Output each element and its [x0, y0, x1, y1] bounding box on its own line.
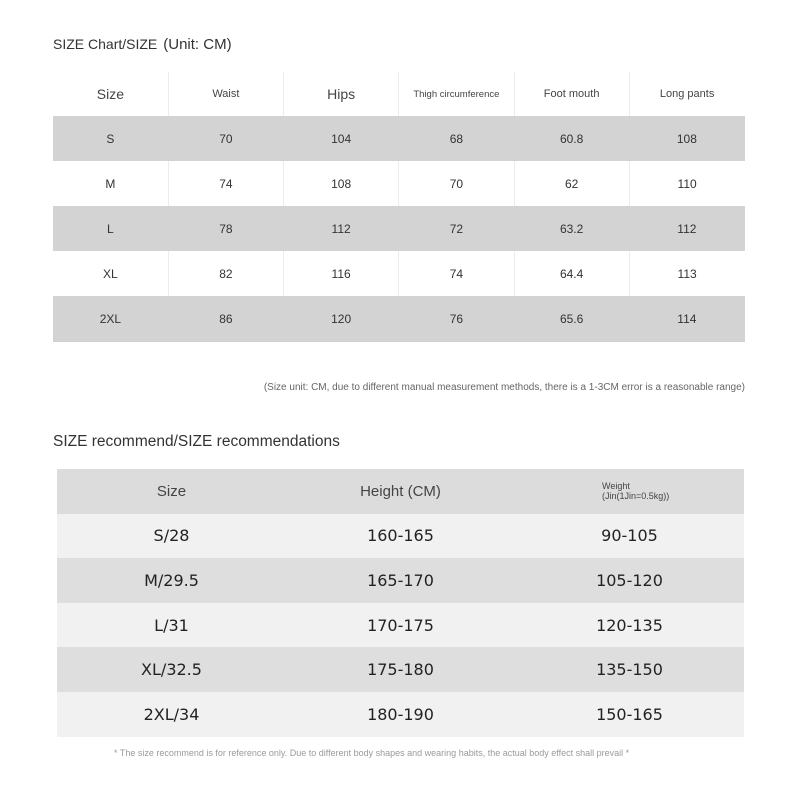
cell-hips: 112	[284, 206, 399, 251]
rec-cell-weight: 135-150	[515, 647, 744, 692]
cell-hips: 120	[284, 296, 399, 342]
header-waist: Waist	[168, 72, 283, 116]
table-row	[57, 514, 744, 559]
header-long-pants: Long pants	[629, 72, 744, 116]
table-row	[53, 161, 745, 206]
table-row	[53, 296, 745, 342]
rec-cell-height: 180-190	[286, 692, 515, 737]
rec-cell-size: S/28	[57, 514, 286, 559]
rec-cell-size: XL/32.5	[57, 647, 286, 692]
cell-size: XL	[53, 251, 168, 296]
rec-header-size: Size	[57, 469, 286, 514]
rec-header-weight-line2: (Jin(1Jin=0.5kg))	[602, 491, 670, 502]
cell-thigh: 68	[399, 116, 514, 161]
size-chart-table	[53, 72, 745, 342]
cell-waist: 70	[168, 116, 283, 161]
rec-cell-size: L/31	[57, 603, 286, 648]
cell-waist: 86	[168, 296, 283, 342]
cell-hips: 108	[284, 161, 399, 206]
cell-size: 2XL	[53, 296, 168, 342]
cell-long-pants: 114	[629, 296, 744, 342]
header-thigh-circumference: Thigh circumference	[399, 72, 514, 116]
size-chart-header-row	[53, 72, 745, 116]
rec-cell-height: 165-170	[286, 558, 515, 603]
cell-thigh: 76	[399, 296, 514, 342]
cell-waist: 78	[168, 206, 283, 251]
cell-foot-mouth: 60.8	[514, 116, 629, 161]
cell-long-pants: 110	[629, 161, 744, 206]
table-row	[57, 647, 744, 692]
table-row	[53, 251, 745, 296]
header-size: Size	[53, 72, 168, 116]
cell-long-pants: 113	[629, 251, 744, 296]
size-chart-unit-label: (Unit: CM)	[163, 36, 232, 53]
size-chart-title-text: SIZE Chart/SIZE	[53, 36, 158, 52]
measurement-note: (Size unit: CM, due to different manual measurement methods, there is a 1-3CM error is a reasonable range)	[263, 382, 745, 393]
table-row	[57, 692, 744, 737]
rec-cell-size: 2XL/34	[57, 692, 286, 737]
size-chart-title	[53, 36, 232, 53]
table-row	[53, 116, 745, 161]
cell-thigh: 70	[399, 161, 514, 206]
cell-foot-mouth: 65.6	[514, 296, 629, 342]
cell-waist: 74	[168, 161, 283, 206]
cell-waist: 82	[168, 251, 283, 296]
rec-header-height: Height (CM)	[286, 469, 515, 514]
size-recommend-title: SIZE recommend/SIZE recommendations	[53, 433, 340, 450]
cell-size: S	[53, 116, 168, 161]
cell-foot-mouth: 62	[514, 161, 629, 206]
rec-cell-weight: 150-165	[515, 692, 744, 737]
table-row	[57, 603, 744, 648]
rec-cell-weight: 120-135	[515, 603, 744, 648]
size-recommend-table	[57, 469, 744, 737]
cell-thigh: 72	[399, 206, 514, 251]
cell-foot-mouth: 64.4	[514, 251, 629, 296]
header-foot-mouth: Foot mouth	[514, 72, 629, 116]
cell-hips: 116	[284, 251, 399, 296]
recommend-header-row	[57, 469, 744, 514]
cell-foot-mouth: 63.2	[514, 206, 629, 251]
cell-thigh: 74	[399, 251, 514, 296]
table-row	[53, 206, 745, 251]
recommend-disclaimer: * The size recommend is for reference only. Due to different body shapes and wearing habits, the actual body effect shall prevail *	[114, 748, 630, 758]
rec-cell-height: 160-165	[286, 514, 515, 559]
rec-cell-height: 175-180	[286, 647, 515, 692]
rec-cell-weight: 90-105	[515, 514, 744, 559]
rec-cell-height: 170-175	[286, 603, 515, 648]
cell-long-pants: 108	[629, 116, 744, 161]
cell-size: L	[53, 206, 168, 251]
rec-header-weight-line1: Weight	[602, 481, 630, 492]
table-row	[57, 558, 744, 603]
header-hips: Hips	[284, 72, 399, 116]
rec-cell-weight: 105-120	[515, 558, 744, 603]
cell-long-pants: 112	[629, 206, 744, 251]
cell-hips: 104	[284, 116, 399, 161]
rec-cell-size: M/29.5	[57, 558, 286, 603]
cell-size: M	[53, 161, 168, 206]
rec-header-weight	[515, 469, 744, 514]
